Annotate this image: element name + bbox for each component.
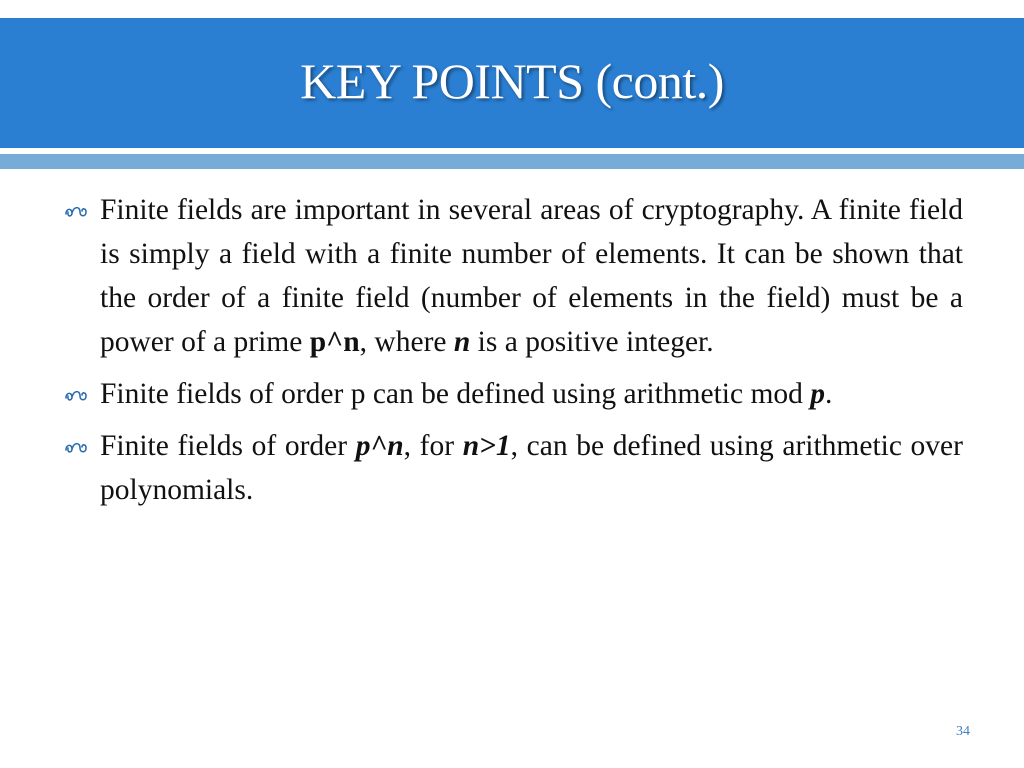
text-segment: . (825, 378, 833, 410)
scroll-curl-icon (60, 188, 90, 232)
bullet-text-2 (100, 378, 832, 410)
bullet-text-1 (100, 194, 963, 358)
text-segment: , can be defined using arithmetic over polynomials. (100, 430, 963, 506)
text-segment: Finite fields of order p can be defined using arithmetic mod (100, 378, 811, 410)
bullet-list (60, 188, 963, 520)
scroll-curl-icon (60, 424, 90, 468)
bullet-item-2 (60, 372, 963, 416)
bullet-text-3 (100, 430, 963, 506)
text-segment: n>1 (462, 430, 511, 462)
title-divider (0, 154, 1024, 169)
text-segment: Finite fields are important in several areas of cryptography. A finite field is simply a field with a finite number of elements. It can be shown that the order of a finite field (number of elements in the field) must be a power of a prime (100, 194, 963, 358)
slide-number: 34 (956, 724, 970, 739)
text-segment: p^n (309, 326, 360, 358)
slide-title: KEY POINTS (cont.) (300, 53, 724, 109)
bullet-item-1 (60, 188, 963, 364)
text-segment: p^n (355, 430, 404, 462)
text-segment: is a positive integer. (470, 326, 714, 358)
text-segment: , where (359, 326, 454, 358)
text-segment: p (810, 378, 826, 410)
title-bar (0, 18, 1024, 148)
scroll-curl-icon (60, 372, 90, 416)
text-segment: , for (403, 430, 463, 462)
bullet-item-3 (60, 424, 963, 512)
text-segment: Finite fields of order (100, 430, 356, 462)
text-segment: n (453, 326, 471, 358)
